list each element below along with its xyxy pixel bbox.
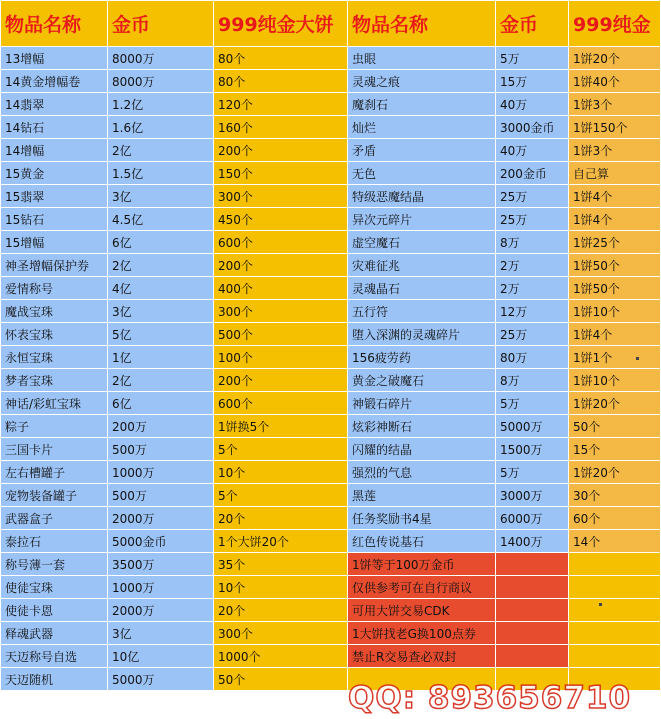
note-cell: 1大饼找老G换100点券 [348, 622, 496, 645]
header-gold-cake: 999纯金大饼 [214, 1, 348, 47]
item-name-cell: 泰拉石 [1, 530, 108, 553]
table-row [1, 323, 661, 346]
item-name-cell: 15增幅 [1, 231, 108, 254]
table-row [1, 70, 661, 93]
table-row [1, 392, 661, 415]
gold-price-cell: 3000万 [496, 484, 569, 507]
item-name-cell: 虫眼 [348, 47, 496, 70]
table-row [1, 47, 661, 70]
table-row [1, 622, 661, 645]
gold-price-cell: 6亿 [108, 231, 214, 254]
cake-price-cell: 10个 [214, 461, 348, 484]
cake-price-cell: 14个 [569, 530, 661, 553]
empty-cell [569, 645, 661, 668]
table-row [1, 576, 661, 599]
cake-price-cell: 50个 [569, 415, 661, 438]
item-name-cell: 堕入深渊的灵魂碎片 [348, 323, 496, 346]
item-name-cell: 红色传说基石 [348, 530, 496, 553]
gold-price-cell: 4亿 [108, 277, 214, 300]
cake-price-cell: 30个 [569, 484, 661, 507]
cake-price-cell: 1饼20个 [569, 461, 661, 484]
cake-price-cell: 35个 [214, 553, 348, 576]
table-row [1, 507, 661, 530]
gold-price-cell: 8000万 [108, 47, 214, 70]
item-name-cell: 13增幅 [1, 47, 108, 70]
table-row [1, 645, 661, 668]
gold-price-cell: 4.5亿 [108, 208, 214, 231]
item-name-cell: 任务奖励书4星 [348, 507, 496, 530]
gold-price-cell: 200金币 [496, 162, 569, 185]
cake-price-cell: 1000个 [214, 645, 348, 668]
cake-price-cell: 300个 [214, 185, 348, 208]
table-row [1, 553, 661, 576]
gold-price-cell: 2000万 [108, 507, 214, 530]
item-name-cell: 怀表宝珠 [1, 323, 108, 346]
cake-price-cell: 1饼10个 [569, 369, 661, 392]
cake-price-cell: 50个 [214, 668, 348, 691]
gold-price-cell: 2万 [496, 254, 569, 277]
cake-price-cell: 400个 [214, 277, 348, 300]
gold-price-cell: 40万 [496, 139, 569, 162]
cake-price-cell: 600个 [214, 231, 348, 254]
item-name-cell: 特级恶魔结晶 [348, 185, 496, 208]
gold-price-cell: 80万 [496, 346, 569, 369]
item-name-cell: 异次元碎片 [348, 208, 496, 231]
gold-price-cell: 8万 [496, 369, 569, 392]
header-gold: 金币 [108, 1, 214, 47]
cake-price-cell: 20个 [214, 507, 348, 530]
item-name-cell: 永恒宝珠 [1, 346, 108, 369]
item-name-cell: 爱情称号 [1, 277, 108, 300]
empty-cell [496, 622, 569, 645]
item-name-cell: 156疲劳药 [348, 346, 496, 369]
table-row [1, 484, 661, 507]
item-name-cell: 灿烂 [348, 116, 496, 139]
gold-price-cell: 8万 [496, 231, 569, 254]
cake-price-cell: 1饼10个 [569, 300, 661, 323]
cake-price-cell: 5个 [214, 438, 348, 461]
cake-price-cell: 160个 [214, 116, 348, 139]
item-name-cell: 黑莲 [348, 484, 496, 507]
cake-price-cell: 80个 [214, 70, 348, 93]
table-row [1, 162, 661, 185]
cake-price-cell: 1饼40个 [569, 70, 661, 93]
gold-price-cell: 5000万 [108, 668, 214, 691]
table-row [1, 231, 661, 254]
cake-price-cell: 100个 [214, 346, 348, 369]
cake-price-cell: 1个大饼20个 [214, 530, 348, 553]
gold-price-cell: 5万 [496, 392, 569, 415]
gold-price-cell: 2亿 [108, 369, 214, 392]
cake-price-cell: 120个 [214, 93, 348, 116]
item-name-cell: 15黄金 [1, 162, 108, 185]
item-name-cell: 天迈随机 [1, 668, 108, 691]
qq-watermark: QQ: 893656710 [348, 680, 632, 716]
note-cell: 禁止R交易查必双封 [348, 645, 496, 668]
gold-price-cell: 3000金币 [496, 116, 569, 139]
gold-price-cell: 40万 [496, 93, 569, 116]
table-row [1, 185, 661, 208]
table-row [1, 116, 661, 139]
header-gold-cake-2: 999纯金 [569, 1, 661, 47]
cake-price-cell: 1饼25个 [569, 231, 661, 254]
empty-cell [569, 576, 661, 599]
empty-cell [569, 599, 661, 622]
note-cell: 仅供参考可在自行商议 [348, 576, 496, 599]
item-name-cell: 魔战宝珠 [1, 300, 108, 323]
gold-price-cell: 3500万 [108, 553, 214, 576]
table-row [1, 93, 661, 116]
item-name-cell: 左右槽罐子 [1, 461, 108, 484]
cake-price-cell: 1饼50个 [569, 277, 661, 300]
table-row [1, 139, 661, 162]
table-row [1, 300, 661, 323]
empty-cell [496, 645, 569, 668]
cake-price-cell: 200个 [214, 139, 348, 162]
item-name-cell: 强烈的气息 [348, 461, 496, 484]
gold-price-cell: 6亿 [108, 392, 214, 415]
table-row [1, 369, 661, 392]
cake-price-cell: 1饼150个 [569, 116, 661, 139]
cake-price-cell: 1饼50个 [569, 254, 661, 277]
gold-price-cell: 25万 [496, 323, 569, 346]
cake-price-cell: 1饼3个 [569, 139, 661, 162]
cake-price-cell: 300个 [214, 300, 348, 323]
empty-cell [569, 553, 661, 576]
empty-cell [496, 599, 569, 622]
cake-price-cell: 1饼4个 [569, 185, 661, 208]
note-cell: 1饼等于100万金币 [348, 553, 496, 576]
table-row [1, 346, 661, 369]
gold-price-cell: 500万 [108, 438, 214, 461]
table-row [1, 254, 661, 277]
cake-price-cell: 60个 [569, 507, 661, 530]
gold-price-cell: 1500万 [496, 438, 569, 461]
empty-cell [496, 576, 569, 599]
header-gold-2: 金币 [496, 1, 569, 47]
cake-price-cell: 1饼1个 [569, 346, 661, 369]
cake-price-cell: 1饼4个 [569, 208, 661, 231]
cake-price-cell: 1饼20个 [569, 47, 661, 70]
cake-price-cell: 15个 [569, 438, 661, 461]
gold-price-cell: 8000万 [108, 70, 214, 93]
cake-price-cell: 1饼3个 [569, 93, 661, 116]
gold-price-cell: 2亿 [108, 139, 214, 162]
item-name-cell: 使徒宝珠 [1, 576, 108, 599]
gold-price-cell: 500万 [108, 484, 214, 507]
price-table-body [1, 1, 661, 691]
gold-price-cell: 2亿 [108, 254, 214, 277]
gold-price-cell: 200万 [108, 415, 214, 438]
gold-price-cell: 5万 [496, 47, 569, 70]
header-item-name-2: 物品名称 [348, 1, 496, 47]
cake-price-cell: 300个 [214, 622, 348, 645]
item-name-cell: 神锻石碎片 [348, 392, 496, 415]
item-name-cell: 闪耀的结晶 [348, 438, 496, 461]
cake-price-cell: 自己算 [569, 162, 661, 185]
item-name-cell: 神圣增幅保护券 [1, 254, 108, 277]
gold-price-cell: 1000万 [108, 461, 214, 484]
item-name-cell: 天迈称号自选 [1, 645, 108, 668]
item-name-cell: 武器盒子 [1, 507, 108, 530]
item-name-cell: 五行符 [348, 300, 496, 323]
gold-price-cell: 5亿 [108, 323, 214, 346]
cake-price-cell: 10个 [214, 576, 348, 599]
gold-price-cell: 15万 [496, 70, 569, 93]
item-name-cell: 15翡翠 [1, 185, 108, 208]
cake-price-cell: 20个 [214, 599, 348, 622]
item-name-cell: 14翡翠 [1, 93, 108, 116]
cake-price-cell: 150个 [214, 162, 348, 185]
gold-price-cell: 10亿 [108, 645, 214, 668]
item-name-cell: 矛盾 [348, 139, 496, 162]
cake-price-cell: 5个 [214, 484, 348, 507]
table-row [1, 530, 661, 553]
item-name-cell: 14黄金增幅卷 [1, 70, 108, 93]
table-row [1, 461, 661, 484]
item-name-cell: 灾难征兆 [348, 254, 496, 277]
gold-price-cell: 25万 [496, 208, 569, 231]
item-name-cell: 14钻石 [1, 116, 108, 139]
cake-price-cell: 450个 [214, 208, 348, 231]
cake-price-cell: 1饼4个 [569, 323, 661, 346]
gold-price-cell: 5000金币 [108, 530, 214, 553]
item-name-cell: 使徒卡恩 [1, 599, 108, 622]
item-name-cell: 无色 [348, 162, 496, 185]
gold-price-cell: 1.2亿 [108, 93, 214, 116]
item-name-cell: 释魂武器 [1, 622, 108, 645]
item-name-cell: 粽子 [1, 415, 108, 438]
empty-cell [496, 553, 569, 576]
gold-price-cell: 1亿 [108, 346, 214, 369]
item-name-cell: 虚空魔石 [348, 231, 496, 254]
cake-price-cell: 500个 [214, 323, 348, 346]
table-row [1, 208, 661, 231]
item-name-cell: 梦者宝珠 [1, 369, 108, 392]
gold-price-cell: 3亿 [108, 300, 214, 323]
gold-price-cell: 6000万 [496, 507, 569, 530]
resize-handle[interactable] [636, 357, 639, 360]
item-name-cell: 15钻石 [1, 208, 108, 231]
table-row [1, 415, 661, 438]
cake-price-cell: 600个 [214, 392, 348, 415]
header-row [1, 1, 661, 47]
table-row [1, 438, 661, 461]
item-name-cell: 三国卡片 [1, 438, 108, 461]
cake-price-cell: 80个 [214, 47, 348, 70]
item-name-cell: 称号薄一套 [1, 553, 108, 576]
item-name-cell: 神话/彩虹宝珠 [1, 392, 108, 415]
cake-price-cell: 1饼20个 [569, 392, 661, 415]
gold-price-cell: 3亿 [108, 622, 214, 645]
gold-price-cell: 5万 [496, 461, 569, 484]
empty-cell [569, 622, 661, 645]
table-row [1, 277, 661, 300]
cake-price-cell: 200个 [214, 254, 348, 277]
item-name-cell: 魔刹石 [348, 93, 496, 116]
gold-price-cell: 2万 [496, 277, 569, 300]
item-name-cell: 宠物装备罐子 [1, 484, 108, 507]
gold-price-cell: 1.6亿 [108, 116, 214, 139]
gold-price-cell: 3亿 [108, 185, 214, 208]
item-name-cell: 灵魂之痕 [348, 70, 496, 93]
gold-price-cell: 25万 [496, 185, 569, 208]
gold-price-cell: 2000万 [108, 599, 214, 622]
cake-price-cell: 200个 [214, 369, 348, 392]
note-cell: 可用大饼交易CDK [348, 599, 496, 622]
gold-price-cell: 1400万 [496, 530, 569, 553]
gold-price-cell: 1000万 [108, 576, 214, 599]
gold-price-cell: 12万 [496, 300, 569, 323]
header-item-name: 物品名称 [1, 1, 108, 47]
cell-marker [599, 603, 602, 606]
table-row [1, 599, 661, 622]
gold-price-cell: 5000万 [496, 415, 569, 438]
item-name-cell: 灵魂晶石 [348, 277, 496, 300]
item-name-cell: 14增幅 [1, 139, 108, 162]
gold-price-cell: 1.5亿 [108, 162, 214, 185]
item-name-cell: 黄金之破魔石 [348, 369, 496, 392]
item-name-cell: 炫彩神断石 [348, 415, 496, 438]
cake-price-cell: 1饼换5个 [214, 415, 348, 438]
